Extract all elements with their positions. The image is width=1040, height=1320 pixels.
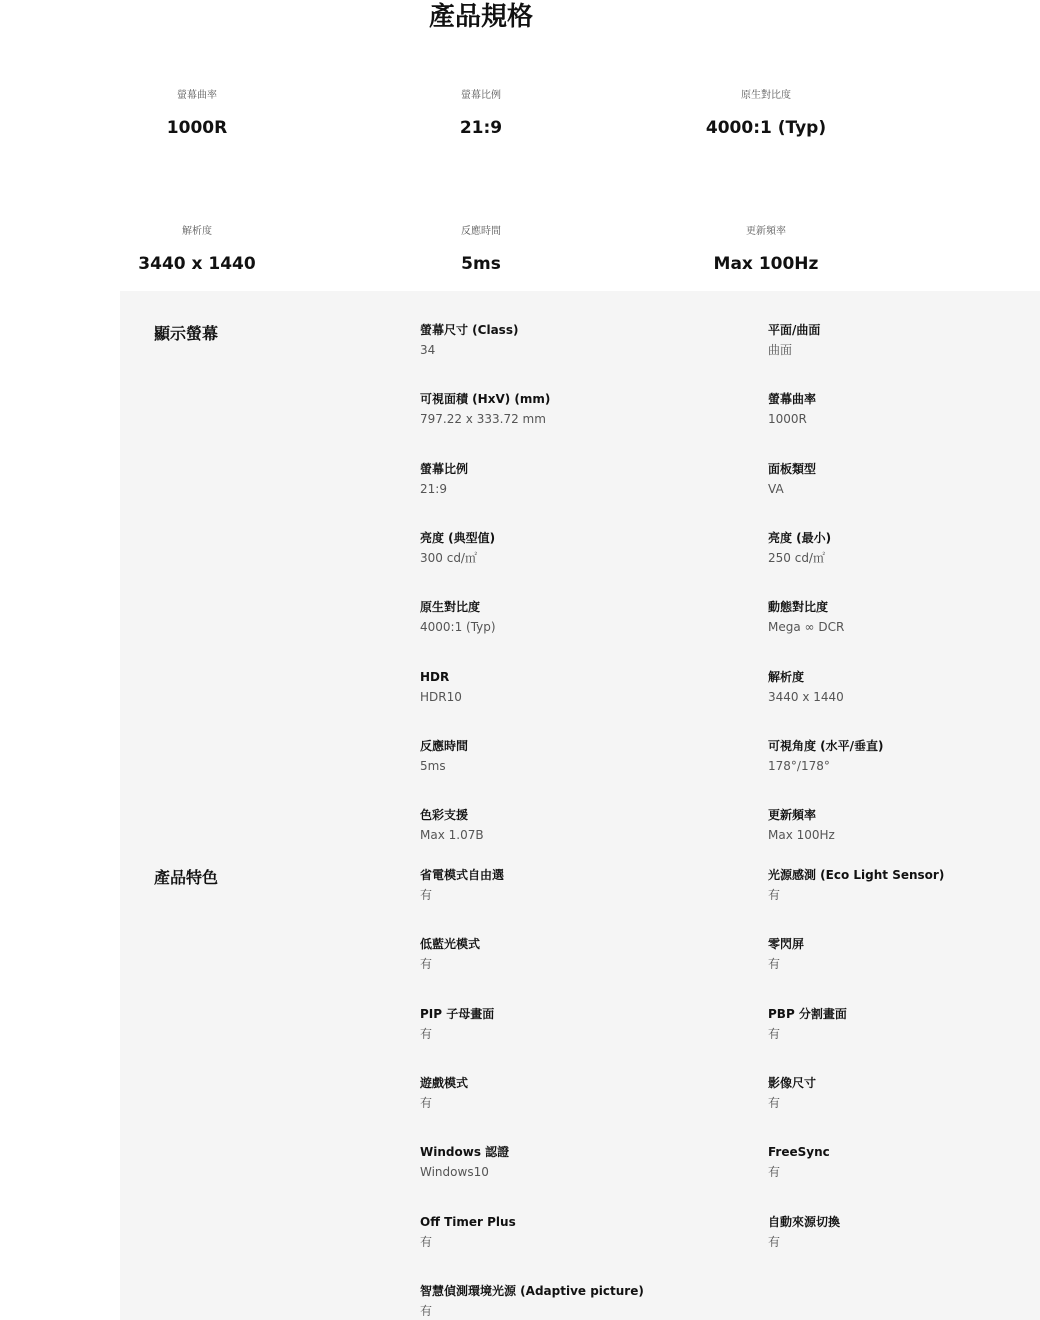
spec-item	[420, 1143, 750, 1181]
spec-item	[420, 806, 750, 844]
key-spec-label: 原生對比度	[741, 90, 791, 101]
spec-item	[768, 806, 1040, 844]
spec-item-value: 有	[768, 1165, 781, 1179]
spec-item-value: 有	[420, 957, 433, 971]
spec-item-label: 自動來源切換	[768, 1215, 841, 1229]
spec-item-label: PBP 分割畫面	[768, 1007, 847, 1021]
spec-item-label: Off Timer Plus	[420, 1215, 516, 1229]
key-spec-label: 更新頻率	[746, 226, 786, 237]
spec-item-label: FreeSync	[768, 1145, 830, 1159]
spec-item-value: 21:9	[420, 482, 447, 496]
spec-item	[768, 737, 1040, 775]
spec-item-value: 34	[420, 343, 436, 357]
spec-item-value: Max 100Hz	[768, 828, 835, 842]
spec-item	[420, 737, 750, 775]
spec-item-label: 遊戲模式	[420, 1076, 469, 1090]
spec-item-label: 螢幕曲率	[768, 392, 817, 406]
spec-item-label: 色彩支援	[420, 808, 469, 822]
spec-item-value: 有	[420, 1304, 433, 1318]
key-spec	[636, 89, 896, 139]
spec-item	[768, 390, 1040, 428]
spec-item	[768, 529, 1040, 567]
key-spec-value: 4000:1 (Typ)	[705, 118, 827, 138]
spec-item	[420, 1005, 750, 1043]
spec-item	[768, 1074, 1040, 1112]
spec-item	[768, 321, 1040, 359]
key-spec-value: Max 100Hz	[713, 254, 819, 274]
spec-item-label: 螢幕尺寸 (Class)	[420, 323, 519, 337]
spec-item	[420, 866, 750, 904]
spec-item-value: 5ms	[420, 759, 446, 773]
key-spec-label: 反應時間	[461, 226, 501, 237]
spec-item-value: Mega ∞ DCR	[768, 620, 845, 634]
spec-item-value: 300 cd/㎡	[420, 551, 477, 565]
spec-item-label: 影像尺寸	[768, 1076, 817, 1090]
key-spec	[67, 225, 327, 275]
spec-item	[768, 460, 1040, 498]
spec-item-value: 有	[768, 957, 781, 971]
spec-item-value: 178°/178°	[768, 759, 830, 773]
spec-item-value: 有	[768, 1027, 781, 1041]
spec-item	[420, 321, 750, 359]
spec-item	[420, 460, 750, 498]
spec-item-label: 低藍光模式	[420, 937, 481, 951]
key-spec	[351, 225, 611, 275]
spec-item-value: 797.22 x 333.72 mm	[420, 412, 546, 426]
spec-group-title: 產品特色	[154, 868, 219, 887]
spec-item-label: 螢幕比例	[420, 462, 469, 476]
key-spec-value: 3440 x 1440	[138, 254, 256, 274]
spec-item	[420, 1282, 750, 1320]
spec-item-value: 有	[420, 1096, 433, 1110]
spec-item-label: 省電模式自由選	[420, 868, 505, 882]
spec-panel	[120, 291, 1040, 1320]
spec-item-label: PIP 子母畫面	[420, 1007, 495, 1021]
spec-item-label: Windows 認證	[420, 1145, 510, 1159]
spec-item-label: 原生對比度	[420, 600, 481, 614]
spec-item-label: 零閃屏	[768, 937, 805, 951]
spec-item-label: HDR	[420, 670, 450, 684]
spec-item	[768, 866, 1040, 904]
spec-item-value: 4000:1 (Typ)	[420, 620, 496, 634]
key-spec-label: 螢幕比例	[461, 90, 501, 101]
key-spec-label: 螢幕曲率	[177, 90, 217, 101]
spec-item-value: 3440 x 1440	[768, 690, 844, 704]
spec-item-value: 有	[768, 1096, 781, 1110]
spec-item-value: 1000R	[768, 412, 807, 426]
spec-item-label: 面板類型	[768, 462, 817, 476]
spec-item-label: 光源感測 (Eco Light Sensor)	[768, 868, 945, 882]
spec-item	[768, 1143, 1040, 1181]
spec-item	[420, 1213, 750, 1251]
spec-item	[420, 598, 750, 636]
spec-item-value: 有	[768, 1235, 781, 1249]
spec-item-label: 解析度	[768, 670, 805, 684]
spec-group-title: 顯示螢幕	[154, 324, 219, 343]
spec-item-label: 亮度 (典型值)	[420, 531, 496, 545]
key-spec	[67, 89, 327, 139]
spec-item-label: 可視角度 (水平/垂直)	[768, 739, 884, 753]
spec-item-value: VA	[768, 482, 784, 496]
spec-item-value: 有	[420, 1027, 433, 1041]
spec-item	[420, 390, 750, 428]
spec-item-label: 反應時間	[420, 739, 469, 753]
spec-item-value: 250 cd/㎡	[768, 551, 825, 565]
spec-item	[420, 935, 750, 973]
key-spec-value: 5ms	[461, 254, 501, 274]
page-title: 產品規格	[428, 2, 533, 32]
spec-item	[768, 1005, 1040, 1043]
spec-item	[768, 1213, 1040, 1251]
spec-item-value: 有	[420, 1235, 433, 1249]
key-spec	[636, 225, 896, 275]
spec-item-value: 曲面	[768, 343, 793, 357]
spec-item-label: 動態對比度	[768, 600, 829, 614]
spec-item	[768, 598, 1040, 636]
spec-item-label: 可視面積 (HxV) (mm)	[420, 392, 551, 406]
spec-item-label: 更新頻率	[768, 808, 817, 822]
key-spec-label: 解析度	[182, 226, 212, 237]
spec-item	[420, 529, 750, 567]
spec-item-value: 有	[768, 888, 781, 902]
spec-item	[768, 935, 1040, 973]
spec-item-value: Windows10	[420, 1165, 489, 1179]
spec-item-label: 智慧偵測環境光源 (Adaptive picture)	[420, 1284, 644, 1298]
key-spec	[351, 89, 611, 139]
spec-item-value: Max 1.07B	[420, 828, 484, 842]
spec-item	[420, 668, 750, 706]
spec-item-label: 亮度 (最小)	[768, 531, 832, 545]
key-spec-value: 21:9	[459, 118, 503, 138]
key-spec-value: 1000R	[166, 118, 228, 138]
spec-item	[768, 668, 1040, 706]
spec-item-value: 有	[420, 888, 433, 902]
spec-item-label: 平面/曲面	[768, 323, 821, 337]
spec-item	[420, 1074, 750, 1112]
spec-item-value: HDR10	[420, 690, 462, 704]
